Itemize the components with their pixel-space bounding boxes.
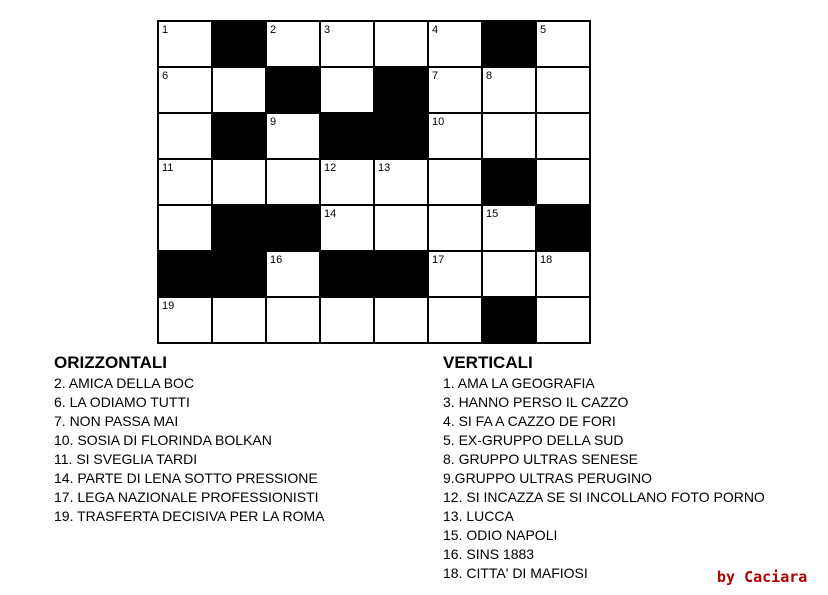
black-square (375, 114, 429, 160)
clue-number: 12 (324, 162, 337, 174)
grid-cell[interactable] (321, 160, 375, 206)
grid-cell[interactable] (321, 298, 375, 344)
clue-item: 5. EX-GRUPPO DELLA SUD (443, 432, 624, 448)
clue-item: 18. CITTA' DI MAFIOSI (443, 565, 588, 581)
clue-item: 12. SI INCAZZA SE SI INCOLLANO FOTO PORNO (443, 489, 765, 505)
clue-item: 3. HANNO PERSO IL CAZZO (443, 394, 629, 410)
clue-number: 15 (486, 208, 499, 220)
black-square (537, 206, 591, 252)
clue-number: 9 (270, 116, 277, 128)
black-square (321, 114, 375, 160)
black-square (321, 252, 375, 298)
author-credit: by Caciara (717, 568, 808, 586)
grid-cell[interactable] (537, 68, 591, 114)
grid-cell[interactable] (213, 160, 267, 206)
grid-cell[interactable] (267, 114, 321, 160)
black-square (483, 298, 537, 344)
black-square (267, 206, 321, 252)
grid-cell[interactable] (429, 22, 483, 68)
clue-number: 10 (432, 116, 445, 128)
clue-item: 19. TRASFERTA DECISIVA PER LA ROMA (54, 508, 325, 524)
clue-item: 16. SINS 1883 (443, 546, 535, 562)
clue-item: 7. NON PASSA MAI (54, 413, 179, 429)
clue-number: 5 (540, 24, 547, 36)
grid-cell[interactable] (159, 114, 213, 160)
clue-item: 11. SI SVEGLIA TARDI (54, 451, 198, 467)
down-clues (443, 353, 765, 583)
clue-item: 13. LUCCA (443, 508, 514, 524)
black-square (213, 252, 267, 298)
clue-number: 2 (270, 24, 277, 36)
black-square (159, 252, 213, 298)
grid-cell[interactable] (375, 22, 429, 68)
grid-cell[interactable] (375, 298, 429, 344)
grid-cell[interactable] (537, 252, 591, 298)
across-clues (54, 353, 325, 526)
grid-cell[interactable] (213, 298, 267, 344)
clue-item: 15. ODIO NAPOLI (443, 527, 558, 543)
grid-cell[interactable] (483, 206, 537, 252)
grid-cell[interactable] (429, 114, 483, 160)
grid-cell[interactable] (159, 22, 213, 68)
grid-cell[interactable] (429, 68, 483, 114)
down-title: VERTICALI (443, 353, 533, 372)
grid-cell[interactable] (267, 160, 321, 206)
clue-number: 7 (432, 70, 439, 82)
grid-cell[interactable] (321, 206, 375, 252)
clue-item: 17. LEGA NAZIONALE PROFESSIONISTI (54, 489, 319, 505)
clue-number: 8 (486, 70, 493, 82)
clue-item: 14. PARTE DI LENA SOTTO PRESSIONE (54, 470, 318, 486)
grid-cell[interactable] (429, 252, 483, 298)
grid-cell[interactable] (483, 252, 537, 298)
clue-number: 6 (162, 70, 169, 82)
clue-item: 1. AMA LA GEOGRAFIA (443, 375, 595, 391)
black-square (375, 252, 429, 298)
black-square (213, 22, 267, 68)
grid-cell[interactable] (537, 114, 591, 160)
grid-cell[interactable] (159, 206, 213, 252)
clue-number: 16 (270, 254, 283, 266)
clue-number: 13 (378, 162, 391, 174)
grid-cell[interactable] (537, 160, 591, 206)
black-square (213, 206, 267, 252)
clue-number: 18 (540, 254, 553, 266)
clue-item: 2. AMICA DELLA BOC (54, 375, 195, 391)
clue-item: 6. LA ODIAMO TUTTI (54, 394, 190, 410)
clue-item: 9.GRUPPO ULTRAS PERUGINO (443, 470, 653, 486)
black-square (483, 22, 537, 68)
grid-cell[interactable] (321, 68, 375, 114)
grid-cell[interactable] (321, 22, 375, 68)
grid-cell[interactable] (537, 22, 591, 68)
across-title: ORIZZONTALI (54, 353, 167, 372)
clue-number: 4 (432, 24, 439, 36)
grid-cell[interactable] (375, 160, 429, 206)
grid-cell[interactable] (483, 114, 537, 160)
grid-cell[interactable] (375, 206, 429, 252)
grid-cell[interactable] (267, 298, 321, 344)
grid-cell[interactable] (429, 160, 483, 206)
clue-item: 8. GRUPPO ULTRAS SENESE (443, 451, 639, 467)
grid-cell[interactable] (537, 298, 591, 344)
clue-number: 19 (162, 300, 175, 312)
black-square (483, 160, 537, 206)
clue-number: 11 (162, 162, 174, 174)
down-clue-list (443, 374, 765, 583)
black-square (213, 114, 267, 160)
grid-cell[interactable] (159, 298, 213, 344)
grid-cell[interactable] (483, 68, 537, 114)
grid-cell[interactable] (429, 298, 483, 344)
grid-cell[interactable] (267, 252, 321, 298)
clue-item: 4. SI FA A CAZZO DE FORI (443, 413, 616, 429)
grid-cell[interactable] (159, 160, 213, 206)
black-square (375, 68, 429, 114)
clue-number: 17 (432, 254, 445, 266)
clue-number: 1 (162, 24, 169, 36)
grid-cell[interactable] (429, 206, 483, 252)
across-clue-list (54, 374, 325, 526)
grid-cell[interactable] (213, 68, 267, 114)
grid-cell[interactable] (159, 68, 213, 114)
grid-cell[interactable] (267, 22, 321, 68)
clue-number: 14 (324, 208, 337, 220)
clue-item: 10. SOSIA DI FLORINDA BOLKAN (54, 432, 272, 448)
crossword-grid (157, 20, 591, 344)
clue-number: 3 (324, 24, 331, 36)
black-square (267, 68, 321, 114)
